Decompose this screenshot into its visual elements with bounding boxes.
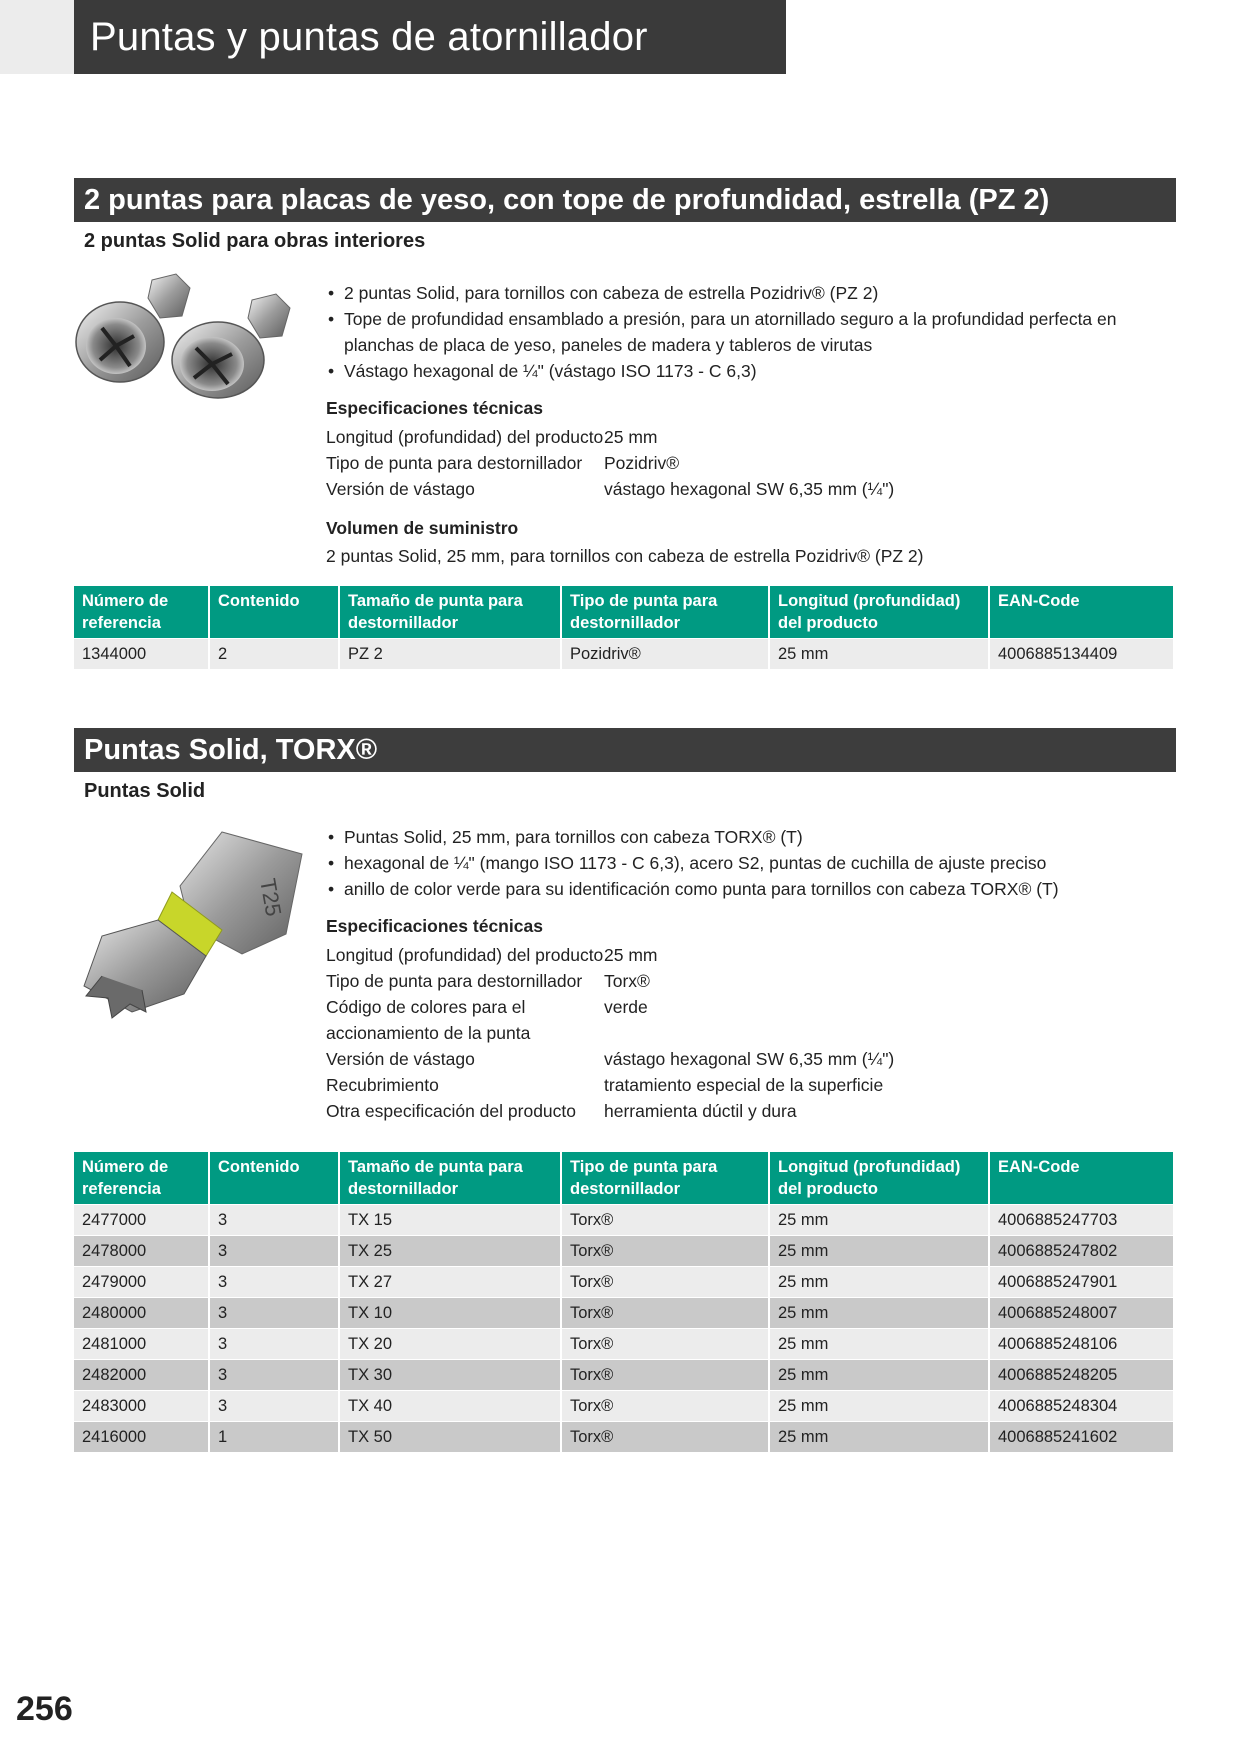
cell-reference: 1344000 [74, 639, 209, 670]
cell-length: 25 mm [769, 1422, 989, 1453]
section2-subtitle: Puntas Solid [84, 780, 206, 802]
cell-ean: 4006885248205 [989, 1360, 1174, 1391]
cell-length: 25 mm [769, 1205, 989, 1236]
cell-content: 3 [209, 1329, 339, 1360]
spec-key: Tipo de punta para destornillador [326, 971, 583, 991]
list-item: • 2 puntas Solid, para tornillos con cabeza de estrella Pozidriv® (PZ 2) [326, 280, 1156, 306]
cell-content: 2 [209, 639, 339, 670]
section1-specs-heading: Especificaciones técnicas [326, 398, 543, 418]
cell-content: 3 [209, 1205, 339, 1236]
cell-length: 25 mm [769, 1267, 989, 1298]
list-item: • anillo de color verde para su identificación como punta para tornillos con cabeza TORX® (T) [326, 876, 1156, 902]
cell-ean: 4006885248304 [989, 1391, 1174, 1422]
cell-reference: 2480000 [74, 1298, 209, 1329]
cell-bit-type: Torx® [561, 1205, 769, 1236]
corner-block [0, 0, 74, 74]
cell-bit-type: Torx® [561, 1391, 769, 1422]
section1-subtitle: 2 puntas Solid para obras interiores [84, 230, 426, 252]
cell-reference: 2483000 [74, 1391, 209, 1422]
table-row [74, 1236, 1174, 1267]
cell-reference: 2477000 [74, 1205, 209, 1236]
spec-value: verde [604, 997, 648, 1017]
cell-bit-type: Torx® [561, 1422, 769, 1453]
page-title: Puntas y puntas de atornillador [74, 0, 786, 74]
cell-reference: 2416000 [74, 1422, 209, 1453]
cell-reference: 2479000 [74, 1267, 209, 1298]
page-number: 256 [16, 1690, 73, 1728]
cell-bit-type: Torx® [561, 1298, 769, 1329]
cell-bit-size: TX 40 [339, 1391, 561, 1422]
table-row [74, 1298, 1174, 1329]
table-row [74, 1391, 1174, 1422]
section1-heading: 2 puntas para placas de yeso, con tope de profundidad, estrella (PZ 2) [74, 178, 1176, 222]
spec-key: Otra especificación del producto [326, 1101, 576, 1121]
cell-bit-type: Torx® [561, 1360, 769, 1391]
section2-table [74, 1152, 1175, 1452]
section1-table [74, 586, 1175, 669]
section2-specs-heading: Especificaciones técnicas [326, 916, 543, 936]
bit-marking: T25 [255, 876, 287, 919]
list-item: • Tope de profundidad ensamblado a presión, para un atornillado seguro a la profundidad perfecta en planchas de placa de yeso, paneles de madera y tableros de virutas [326, 306, 1156, 358]
cell-ean: 4006885241602 [989, 1422, 1174, 1453]
cell-bit-size: TX 20 [339, 1329, 561, 1360]
col-bit-size: Tamaño de punta para destornillador [339, 586, 561, 639]
cell-bit-type: Torx® [561, 1267, 769, 1298]
table-row [74, 1267, 1174, 1298]
cell-bit-type: Torx® [561, 1236, 769, 1267]
spec-value: vástago hexagonal SW 6,35 mm (¼") [604, 1049, 895, 1069]
pozidriv-bit-2 [172, 294, 290, 398]
col-bit-type: Tipo de punta para destornillador [561, 586, 769, 639]
list-item: • Vástago hexagonal de ¼" (vástago ISO 1173 - C 6,3) [326, 358, 1156, 384]
table-row [74, 1422, 1174, 1453]
col-length: Longitud (profundidad) del producto [769, 1152, 989, 1205]
spec-value: herramienta dúctil y dura [604, 1101, 797, 1121]
spec-key: Longitud (profundidad) del producto [326, 945, 604, 965]
section1-bullets [326, 280, 1156, 384]
spec-value: 25 mm [604, 945, 658, 965]
list-item: • hexagonal de ¼" (mango ISO 1173 - C 6,3), acero S2, puntas de cuchilla de ajuste preciso [326, 850, 1156, 876]
spec-key: Longitud (profundidad) del producto [326, 427, 604, 447]
col-bit-size: Tamaño de punta para destornillador [339, 1152, 561, 1205]
section2-bullets [326, 824, 1156, 902]
cell-bit-size: TX 25 [339, 1236, 561, 1267]
cell-ean: 4006885248106 [989, 1329, 1174, 1360]
section2-heading: Puntas Solid, TORX® [74, 728, 1176, 772]
spec-key: Tipo de punta para destornillador [326, 453, 583, 473]
spec-key: Versión de vástago [326, 479, 475, 499]
cell-ean: 4006885134409 [989, 639, 1174, 670]
spec-value: Torx® [604, 971, 650, 991]
col-reference: Número de referencia [74, 1152, 209, 1205]
col-ean: EAN-Code [989, 586, 1174, 639]
cell-bit-size: TX 15 [339, 1205, 561, 1236]
cell-content: 3 [209, 1391, 339, 1422]
table-header-row [74, 1152, 1174, 1205]
col-bit-type: Tipo de punta para destornillador [561, 1152, 769, 1205]
section1-specs [326, 424, 1166, 502]
cell-length: 25 mm [769, 1329, 989, 1360]
list-item: • Puntas Solid, 25 mm, para tornillos con cabeza TORX® (T) [326, 824, 1156, 850]
cell-bit-type: Pozidriv® [561, 639, 769, 670]
spec-value: tratamiento especial de la superficie [604, 1075, 884, 1095]
section2-specs [326, 942, 1166, 1124]
spec-key: Código de colores para el accionamiento de la punta [326, 997, 531, 1043]
spec-value: Pozidriv® [604, 453, 680, 473]
spec-value: vástago hexagonal SW 6,35 mm (¼") [604, 479, 895, 499]
cell-length: 25 mm [769, 1298, 989, 1329]
cell-reference: 2481000 [74, 1329, 209, 1360]
cell-length: 25 mm [769, 1391, 989, 1422]
cell-ean: 4006885247703 [989, 1205, 1174, 1236]
cell-bit-size: TX 27 [339, 1267, 561, 1298]
cell-ean: 4006885248007 [989, 1298, 1174, 1329]
table-row [74, 639, 1174, 670]
col-ean: EAN-Code [989, 1152, 1174, 1205]
cell-length: 25 mm [769, 1236, 989, 1267]
pozidriv-bits-image [72, 270, 312, 400]
cell-bit-size: PZ 2 [339, 639, 561, 670]
cell-bit-size: TX 50 [339, 1422, 561, 1453]
cell-content: 1 [209, 1422, 339, 1453]
col-reference: Número de referencia [74, 586, 209, 639]
table-row [74, 1360, 1174, 1391]
cell-bit-size: TX 10 [339, 1298, 561, 1329]
spec-value: 25 mm [604, 427, 658, 447]
cell-content: 3 [209, 1267, 339, 1298]
col-content: Contenido [209, 586, 339, 639]
section1-supply-heading: Volumen de suministro [326, 518, 519, 538]
col-content: Contenido [209, 1152, 339, 1205]
spec-key: Recubrimiento [326, 1075, 439, 1095]
cell-length: 25 mm [769, 639, 989, 670]
cell-length: 25 mm [769, 1360, 989, 1391]
table-row [74, 1329, 1174, 1360]
cell-bit-size: TX 30 [339, 1360, 561, 1391]
table-header-row [74, 586, 1174, 639]
cell-reference: 2482000 [74, 1360, 209, 1391]
table-row [74, 1205, 1174, 1236]
cell-bit-type: Torx® [561, 1329, 769, 1360]
cell-content: 3 [209, 1236, 339, 1267]
cell-ean: 4006885247802 [989, 1236, 1174, 1267]
section1-supply: 2 puntas Solid, 25 mm, para tornillos con cabeza de estrella Pozidriv® (PZ 2) [326, 546, 924, 566]
cell-content: 3 [209, 1298, 339, 1329]
cell-content: 3 [209, 1360, 339, 1391]
col-length: Longitud (profundidad) del producto [769, 586, 989, 639]
cell-ean: 4006885247901 [989, 1267, 1174, 1298]
torx-bit-image [72, 826, 312, 1026]
spec-key: Versión de vástago [326, 1049, 475, 1069]
cell-reference: 2478000 [74, 1236, 209, 1267]
